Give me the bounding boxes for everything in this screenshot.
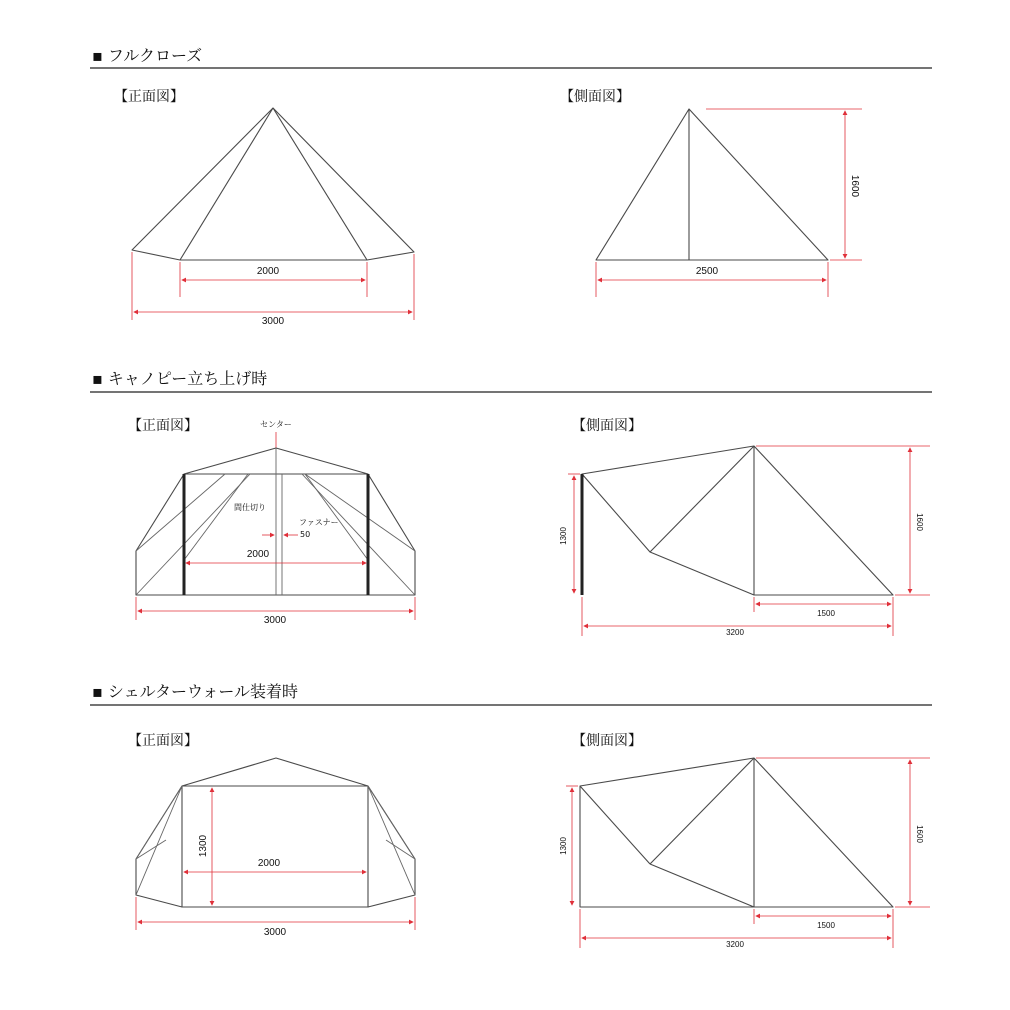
zipper-value: 50 [300, 530, 311, 539]
panel-seam [136, 840, 166, 859]
section-title: ▪ シェルターウォール装着時 [92, 682, 299, 701]
front-view-label: 【正面図】 [128, 733, 198, 749]
tent-seam [180, 108, 273, 260]
dimension-height: 1600 [849, 174, 860, 198]
dimension-outer-width: 3200 [726, 628, 744, 637]
panel-seam [305, 474, 415, 551]
dimension-outer-width: 3000 [263, 615, 287, 626]
dimension-inner-width: 1500 [817, 609, 835, 618]
side-view [559, 418, 930, 637]
dimension-outer-width: 3000 [263, 927, 287, 938]
side-view-label: 【側面図】 [572, 418, 642, 434]
front-view [128, 733, 415, 938]
tent-outline [132, 108, 414, 260]
front-view-label: 【正面図】 [114, 89, 184, 105]
panel-seam [302, 474, 415, 595]
dimension-width: 2500 [695, 266, 719, 277]
dimension-outer-width: 3000 [261, 316, 285, 327]
dimension-height: 1300 [198, 834, 209, 858]
shelter-wall-panel [182, 786, 368, 907]
dimension-height-right: 1600 [915, 825, 924, 843]
tent-outline [582, 446, 893, 595]
side-view [560, 89, 862, 297]
section-shelter-wall [90, 682, 932, 949]
tent-seam [650, 446, 754, 552]
tent-seam [650, 864, 754, 907]
dimension-height-left: 1300 [559, 837, 568, 855]
tent-outline [596, 109, 828, 260]
dimension-height-right: 1600 [915, 513, 924, 531]
front-view [114, 89, 414, 327]
front-view [128, 418, 415, 626]
zipper-note: ファスナー [299, 518, 339, 527]
panel-seam [136, 474, 250, 595]
dimension-height-left: 1300 [559, 527, 568, 545]
tent-seam [580, 786, 650, 864]
panel-seam [136, 786, 182, 859]
section-canopy-raised [90, 369, 932, 637]
section-full-close [90, 46, 932, 327]
panel-seam [368, 786, 415, 859]
panel-seam [368, 786, 415, 895]
side-view [559, 733, 930, 949]
dimension-outer-width: 3200 [726, 940, 744, 949]
tent-seam [650, 758, 754, 864]
dimension-inner-width: 2000 [256, 266, 280, 277]
tent-seam [273, 108, 367, 260]
front-view-label: 【正面図】 [128, 418, 198, 434]
panel-seam [305, 474, 368, 560]
panel-seam [136, 786, 182, 895]
center-note: センター [260, 420, 292, 429]
panel-seam [386, 840, 415, 859]
section-title: ▪ フルクローズ [92, 46, 203, 65]
side-view-label: 【側面図】 [572, 733, 642, 749]
side-view-label: 【側面図】 [560, 89, 630, 105]
dimension-inner-width: 2000 [246, 549, 270, 560]
panel-seam [184, 474, 248, 560]
tent-outline [580, 758, 893, 907]
dimension-inner-width: 1500 [817, 921, 835, 930]
section-title: ▪ キャノピー立ち上げ時 [92, 369, 268, 388]
dimension-inner-width: 2000 [257, 858, 281, 869]
partition-note: 間仕切り [234, 503, 266, 512]
panel-seam [136, 474, 225, 551]
tent-outline [136, 758, 415, 907]
